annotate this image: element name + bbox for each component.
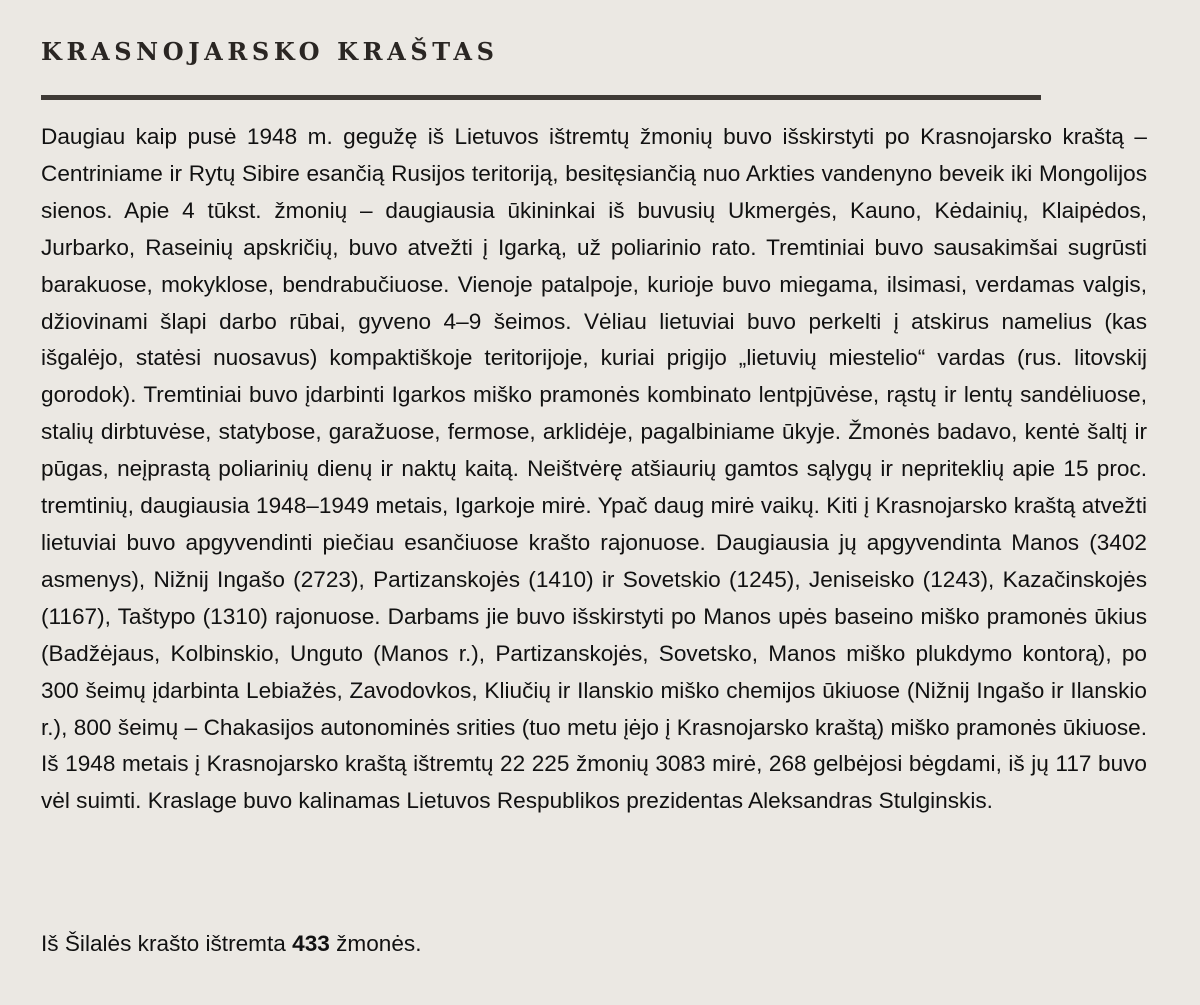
summary-prefix: Iš Šilalės krašto ištremta: [41, 931, 286, 956]
article-paragraph: Daugiau kaip pusė 1948 m. gegužę iš Lietuvos ištremtų žmonių buvo išskirstyti po Krasnojarsko kraštą – Centriniame ir Rytų Sibire esančią Rusijos teritoriją, besitęsiančią nuo Arkties vandenyno beveik iki Mongolijos sienos. Apie 4 tūkst. žmonių – daugiausia ūkininkai iš buvusių Ukmergės, Kauno, Kėdainių, Klaipėdos, Jurbarko, Raseinių apskričių, buvo atvežti į Igarką, už poliarinio rato. Tremtiniai buvo sausakimšai sugrūsti barakuose, mokyklose, bendrabučiuose. Vienoje patalpoje, kurioje buvo miegama, ilsimasi, verdamas valgis, džiovinami šlapi darbo rūbai, gyveno 4–9 šeimos. Vėliau lietuviai buvo perkelti į atskirus namelius (kas išgalėjo, statėsi nuosavus) kompaktiškoje teritorijoje, kuriai prigijo „lietuvių miestelio“ vardas (rus. litovskij gorodok). Tremtiniai buvo įdarbinti Igarkos miško pramonės kombinato lentpjūvėse, rąstų ir lentų sandėliuose, stalių dirbtuvėse, statybose, garažuose, fermose, arklidėje, pagalbiniame ūkyje. Žmonės badavo, kentė šaltį ir pūgas, neįprastą poliarinių dienų ir naktų kaitą. Neištvėrę atšiaurių gamtos sąlygų ir nepriteklių apie 15 proc. tremtinių, daugiausia 1948–1949 metais, Igarkoje mirė. Ypač daug mirė vaikų. Kiti į Krasnojarsko kraštą atvežti lietuviai buvo apgyvendinti piečiau esančiuose krašto rajonuose. Daugiausia jų apgyvendinta Manos (3402 asmenys), Nižnij Ingašo (2723), Partizanskojės (1410) ir Sovetskio (1245), Jeniseisko (1243), Kazačinskojės (1167), Taštypo (1310) rajonuose. Darbams jie buvo išskirstyti po Manos upės baseino miško pramonės ūkius (Badžėjaus, Kolbinskio, Unguto (Manos r.), Partizanskojės, Sovetsko, Manos miško plukdymo kontorą), po 300 šeimų įdarbinta Lebiažės, Zavodovkos, Kliučių ir Ilanskio miško chemijos ūkiuose (Nižnij Ingašo ir Ilanskio r.), 800 šeimų – Chakasijos autonominės srities (tuo metu įėjo į Krasnojarsko kraštą) miško pramonės ūkiuose. Iš 1948 metais į Krasnojarsko kraštą ištremtų 22 225 žmonių 3083 mirė, 268 gelbėjosi bėgdami, iš jų 117 buvo vėl suimti. Kraslage buvo kalinamas Lietuvos Respublikos prezidentas Aleksandras Stulginskis.: [41, 124, 1147, 814]
summary-suffix: žmonės.: [336, 931, 422, 956]
title-divider: [41, 95, 1041, 100]
page-title: KRASNOJARSKO KRAŠTAS: [41, 37, 499, 66]
deported-count: 433: [292, 931, 330, 956]
deportation-summary: [41, 926, 422, 963]
